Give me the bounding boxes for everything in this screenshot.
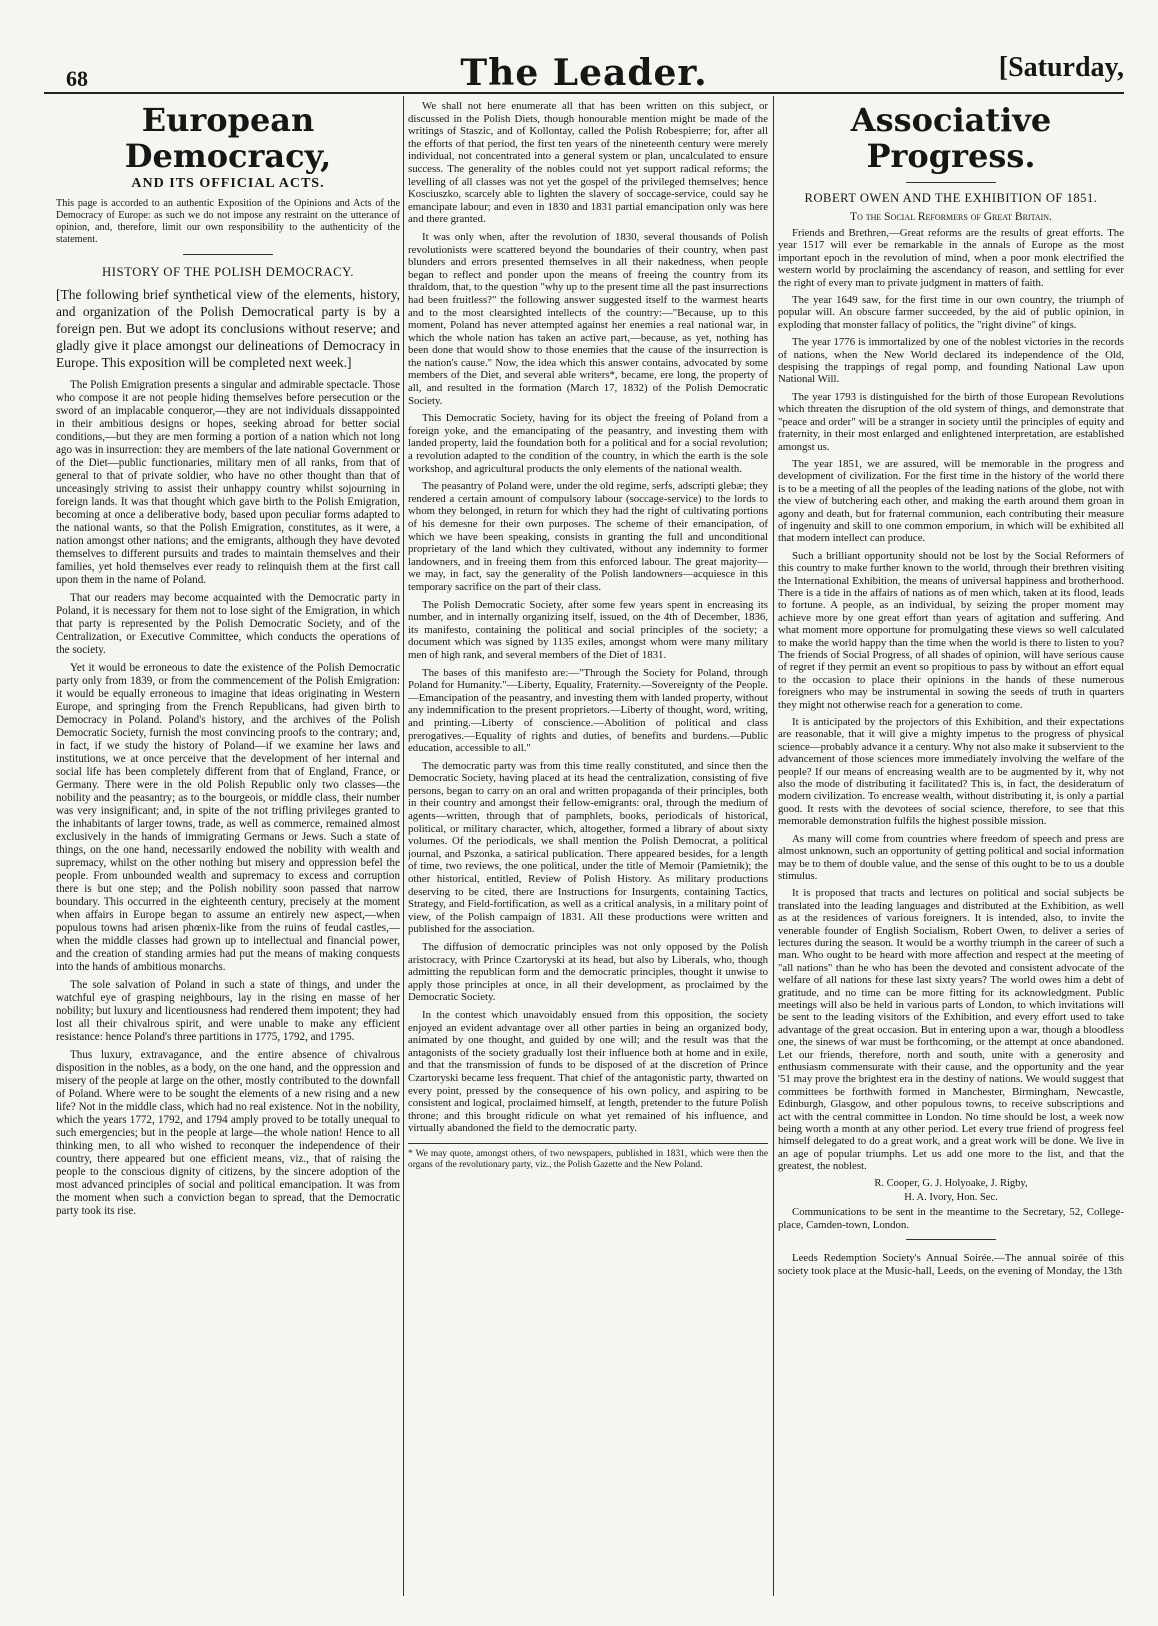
paragraph: The year 1776 is immortalized by one of the noblest victories in the records of nations, when the New World declared its independence of the Old, despising the trappings of regal pomp, and founding National Law upon National Will. bbox=[778, 336, 1124, 386]
address-line: To the Social Reformers of Great Britain. bbox=[850, 211, 1052, 223]
column-1 bbox=[56, 100, 400, 1605]
paragraph: It is proposed that tracts and lectures on political and social subjects be translated into the leading languages and distributed at the Exhibition, as well as at the residences of various foreigners. It is intended, also, to invite the venerable founder of English Socialism, Robert Owen, to deliver a series of lectures during the season. It would be a worthy triumph in the career of such a man. Who ought to be heard with more affection and respect at the meeting of "all nations" than he who has been the devoted and consistent advocate of the welfare of all nations for these last sixty years? The world owes him a debt of gratitude, and no time can be more fitting for its acknowledgment. Public meetings will also be held in various parts of London, to which invitations will be sent to the leading visitors of the Exhibition, and every effort used to take advantage of the great occasion. But in entering upon a war, though a bloodless one, the sinews of war must be forthcoming, or the attempt at once abandoned. Let our friends, therefore, north and south, unite with a generosity and enthusiasm commensurate with their cause, and the opportunity and the year '51 may prove the brightest era in the destiny of nations. We would suggest that committees be forthwith formed in Manchester, Birmingham, Newcastle, Edinburgh, Glasgow, and other populous towns, to receive subscriptions and act with the central committee in London. No time should be lost, a week now being worth a month at any other period. Let every true friend of progress feel himself delegated to do a great work, and a great work will be done. We live in an age of popular triumphs. Let us add one more to the list, and that the greatest, the noblest. bbox=[778, 887, 1124, 1173]
section-title: Associative Progress. bbox=[850, 101, 1052, 175]
signatories: R. Cooper, G. J. Holyoake, J. Rigby, bbox=[874, 1177, 1028, 1189]
paragraph: The year 1793 is distinguished for the birth of those European Revolutions which threaten the disruption of the old system of things, and demonstrate that "peace and order" will be a stranger in society until the principles of equity and fraternity, in their most enlarged and enlightened interpretation, are established amongst us. bbox=[778, 390, 1124, 453]
divider bbox=[906, 1239, 996, 1240]
paragraph: This Democratic Society, having for its object the freeing of Poland from a foreign yoke, and the emancipating of the peasantry, and investing them with landed property, laid the foundation both for a political and for a social revolution; a revolution adapted to the condition of the country, in which the earth is the sole workshop, and agricultural products the only elements of the national wealth. bbox=[408, 412, 768, 475]
column-2 bbox=[408, 100, 768, 1605]
editor-note: [The following brief synthetical view of the elements, history, and organization of the Polish Democratical party is by a foreign pen. But we adopt its conclusions without reserve; and gladly give it place amongst our delineations of Democracy in Europe. This exposition will be completed next week.] bbox=[56, 287, 400, 370]
paragraph: The democratic party was from this time really constituted, and since then the Democratic Society, having placed at its head the centralization, consisting of five persons, began to carry on an oral and written propaganda of their principles, both in their country and amongst their fellow-emigrants: oral, through the medium of agents—written, through that of pamphlets, books, periodicals of historical, political, or military character, which, altogether, formed a library of about sixty volumes. Of the periodicals, we shall mention the Polish Democrat, a political journal, and Pszonka, a satirical publication. There appeared besides, for a length of time, two reviews, the one political, under the title of Memoir (Pamietnik); the other historical, entitled, Review of Polish History. As military productions deserving to be cited, there are Instructions for Insurgents, containing Tactics, Strategy, and Field-fortification, as well as a critical analysis, in a military point of view, of the Polish campaign of 1831. All these productions were written and published for the association. bbox=[408, 759, 768, 936]
paragraph: The sole salvation of Poland in such a state of things, and under the watchful eye of grasping neighbours, lay in the rising en masse of her nobility; but luxury and licentiousness had rendered them impotent; they had lost all their chivalrous spirit, and were unable to make any efficient resistance: hence Poland's three partitions in 1775, 1792, and 1795. bbox=[56, 979, 400, 1043]
paragraph: Yet it would be erroneous to date the existence of the Polish Democratic party only from 1839, or from the commencement of the Polish Emigration: it would be equally erroneous to imagine that ideas originating in Western Europe, and springing from the French Republicans, had given birth to Democracy in Poland. Poland's history, and the archives of the Polish Democratic Society, furnish the most convincing proofs to the contrary; and, in fact, if we study the history of Poland—if we examine her laws and institutions, we at once perceive that the development of her internal and social life has been completely different from that of England, France, or Germany. There were in the old Polish Republic only two classes—the nobility and the peasantry; as to the bourgeois, or middle class, their number was very insignificant; and, in spite of the not trifling privileges granted to the inhabitants of larger towns, trade, as well as commerce, remained almost exclusively in the hands of immigrating Germans or Jews. Such a state of things, on the one hand, necessarily endowed the nobility with wealth and supremacy, whilst on the other nothing but misery and oppression befel the people. From unbounded wealth and supremacy to excess and corruption there is but one step; and the Polish nobility soon passed that narrow boundary. This occurred in the eighteenth century, precisely at the moment when affairs in Europe began to assume an entirely new aspect,—when populous towns had arisen phœnix-like from the ruins of feudal castles,—when the middle classes had grown up to intellectual and financial power, and the creation of standing armies had put the means of making conquests into the hands of ambitious monarchs. bbox=[56, 662, 400, 973]
paragraph: It is anticipated by the projectors of this Exhibition, and their expectations are reasonable, that it will give a mighty impetus to the progress of physical science—probably advance it a century. Why not also make it subservient to the advancement of those sciences more immediately involving the welfare of the people? If our means of encreasing wealth are to be augmented by it, why not also the mode of distributing it facilitated? This is, in fact, the desideratum of modern civilization. To encrease wealth, without distributing it, is only a partial good. It rests with the devotees of social science, therefore, to see that this memorable demonstration fulfils the highest possible mission. bbox=[778, 716, 1124, 828]
section-intro: This page is accorded to an authentic Exposition of the Opinions and Acts of the Democracy of Europe: as such we do not impose any restraint on the utterance of opinion, and, therefore, limit our own responsibility to the authenticity of the statement. bbox=[56, 198, 400, 245]
paragraph: The peasantry of Poland were, under the old regime, serfs, adscripti glebæ; they rendered a certain amount of compulsory labour (soccage-service) to the lords to whom they belonged, in return for which they had the right of cultivating portions of his demesne for their own purposes. The scheme of their emancipation, of which we have been speaking, consists in granting the full and unconditional proprietary of the land which they cultivated, without any indemnity to former landowners, and in freeing them from this enforced labour. The great majority—we may, in fact, say the generality of the Polish landowners—acquiesce in this temporary sacrifice on the part of their class. bbox=[408, 480, 768, 593]
dateline: [Saturday, bbox=[998, 52, 1124, 83]
section-title: European Democracy, bbox=[124, 101, 332, 175]
column-rule bbox=[403, 96, 404, 1596]
page-number: 68 bbox=[66, 66, 88, 91]
paragraph: Friends and Brethren,—Great reforms are the results of great efforts. The year 1517 will ever be remarkable in the annals of Europe as the most important epoch in the revolution of mind, when a poor monk electrified the western world by proclaiming the ascendancy of reason, and settling for ever the right of every man to private judgment in matters of faith. bbox=[778, 227, 1124, 289]
newspaper-title: The Leader. bbox=[460, 52, 708, 94]
header-rule bbox=[44, 92, 1124, 94]
secretary: H. A. Ivory, Hon. Sec. bbox=[904, 1192, 998, 1204]
notice: Leeds Redemption Society's Annual Soirée.—The annual soirée of this society took place at the Music-hall, Leeds, on the evening of Monday, the 13th bbox=[778, 1252, 1124, 1277]
paragraph: In the contest which unavoidably ensued from this opposition, the society enjoyed an evident advantage over all other parties in being an organized body, animated by one thought, and guided by one will; and the result was that the antagonists of the society gradually lost their influence both at home and in exile, and that the transmission of funds to be disposed of at the discretion of Prince Czartoryski became less frequent. That chief of the antagonistic party, thwarted on every point, pressed by the consequence of his own policy, and aspiring to be consistent and logical, proclaimed himself, at length, pretender to the future Polish throne; and this brought ridicule on what yet remained of his influence, and virtually abandoned the field to the democratic party. bbox=[408, 1008, 768, 1135]
divider bbox=[906, 182, 996, 183]
paragraph: That our readers may become acquainted with the Democratic party in Poland, it is necessary for them not to lose sight of the Emigration, in which that party is represented by the Polish Democratic Society, and of the Centralization, or Executive Committee, which conducts the operations of the society. bbox=[56, 592, 400, 656]
paragraph: It was only when, after the revolution of 1830, several thousands of Polish revolutionists were scattered beyond the boundaries of their country, when past blunders and errors presented themselves in all their nakedness, when people began to reflect and ponder upon the means of freeing the country from its thraldom, that, to the question "why up to the present time all the past insurrections had been fruitless?" the following answer suggested itself to the warmest hearts and to the most clearsighted intellects of the country:—"Because, up to this moment, Poland has never attempted against her enemies a real national war, in which the whole nation has taken an active part,—because, as yet, nothing has been done that would show to those enemies that the cause of the insurrection is the nation's cause." Now, the idea which this answer contains, advocated by some members of the Diet, and several able writers*, became, ere long, the property of all, and resulted in the formation (March 17, 1832) of the Polish Democratic Society. bbox=[408, 230, 768, 407]
paragraph: The year 1851, we are assured, will be memorable in the progress and development of civilization. For the first time in the history of the world there is to be a meeting of all the peoples of the leading nations of the globe, not with the view of butchering each other, and making the earth around them groan in agony and death, but for fraternal communion, each contributing their measure of ingenuity and skill to one common emporium, in which will be exhibited all that modern intellect can produce. bbox=[778, 457, 1124, 545]
divider bbox=[183, 254, 273, 255]
paragraph: The Polish Emigration presents a singular and admirable spectacle. Those who compose it are not people hiding themselves before persecution or the sword of an implacable conqueror,—they are not individuals dissappointed in their ambitious designs or hopes, seeking abroad for better social conditions,—but they are men forming a portion of a nation which not long ago was in insurrection: they are members of the late national Government or of the Diet—public functionaries, military men of all ranks, from that of general to that of private soldier, who have no other thought than that of unceasingly striving to assist their unhappy country whilst sojourning in foreign lands. It was that thought which gave birth to the Polish Emigration, becoming at once a deliberative body, based upon peculiar forms adapted to the national wants, so that the Polish Emigration, constitutes, as it were, a nation amongst other nations; and the emigrants, although they have devoted themselves to different pursuits and trades to maintain themselves and their families, yet hold themselves ever ready to relinquish them at the first call upon them in the name of Poland. bbox=[56, 379, 400, 586]
column-rule bbox=[773, 96, 774, 1596]
paragraph: The year 1649 saw, for the first time in our own country, the triumph of popular will. An obscure farmer succeeded, by the aid of public opinion, in exploding that monster fallacy of politics, the "right divine" of kings. bbox=[778, 294, 1124, 331]
communications-note: Communications to be sent in the meantime to the Secretary, 52, College-place, Camden-town, London. bbox=[778, 1206, 1124, 1231]
column-3 bbox=[778, 100, 1124, 1605]
paragraph: We shall not here enumerate all that has been written on this subject, or discussed in the Polish Diets, though honourable mention might be made of the writings of Staszic, and of Kollontay, called the Polish Robespierre; for, after all the efforts of that period, the first ten years of the nineteenth century were merely individual, not concentrated into a general system or plan, uncalculated to ensure success. The generality of the nobles could not yet support radical reforms; the levelling of all classes was not yet the gospel of the privileged themselves; hence Kosciuszko, scarcely able to lighten the slavery of soccage-service, could say he emancipate labour; and even in 1830 and 1831 partial emancipation only was here and there granted. bbox=[408, 100, 768, 226]
article-title: ROBERT OWEN AND THE EXHIBITION OF 1851. bbox=[804, 191, 1098, 205]
footnote: * We may quote, amongst others, of two newspapers, published in 1831, which were then the organs of the revolutionary party, viz., the Polish Gazette and the New Poland. bbox=[408, 1143, 768, 1171]
masthead bbox=[44, 38, 1124, 94]
article-title: HISTORY OF THE POLISH DEMOCRACY. bbox=[102, 265, 354, 279]
paragraph: Thus luxury, extravagance, and the entire absence of chivalrous disposition in the nobles, as a body, on the one hand, and the oppression and misery of the people at large on the other, mostly contributed to the downfall of Poland. Where were to be sought the elements of a new rising and a new life? Not in the middle class, which had no real existence. Not in the nobility, which the years 1772, 1792, and 1794 amply proved to be totally unequal to such emergencies; but in the people at large—the whole nation! Hence to all thinking men, to all who wished to reconquer the independence of their country, there appeared but one efficient means, viz., that of raising the people to the conscious dignity of citizens, by the sincere adoption of the most advanced principles of social and political emancipation. It was from the moment when such a conviction began to spread, that the Democratic party took its rise. bbox=[56, 1049, 400, 1217]
paragraph: Such a brilliant opportunity should not be lost by the Social Reformers of this country to make further known to the world, through their brethren visiting the International Exhibition, the means of universal happiness and brotherhood. There is a tide in the affairs of nations as of men which, taken at its flood, leads to fortune. A people, as an individual, by seizing the proper moment may achieve more by one great effort than years of agitation and suffering. And what moment more opportune for promulgating these views so well calculated to make the world happy than the time when the world is there to listen to you? The friends of Social Progress, of all shades of opinion, will have serious cause of regret if they permit an event so propitious to pass by without an effort equal to the occasion to place their opinions in the hands of these numerous foreigners who may be instrumental in sowing the seeds of truth in quarters they might not otherwise reach for a generation to come. bbox=[778, 549, 1124, 711]
paragraph: As many will come from countries where freedom of speech and press are almost unknown, such an opportunity of getting political and social information may be to them of double value, and the sense of this ought to be to us a double stimulus. bbox=[778, 832, 1124, 882]
paragraph: The bases of this manifesto are:—"Through the Society for Poland, through Poland for Humanity."—Liberty, Equality, Fraternity.—Sovereignty of the People.—Emancipation of the peasantry, and investing them with landed property, without any indemnification to the present proprietors.—Liberty of thought, word, writing, and printing.—Liberty of conscience.—Abolition of political and class prerogatives.—Equality of rights and duties, of benefits and burdens.—Public education, accessible to all." bbox=[408, 666, 768, 755]
section-subtitle: AND ITS OFFICIAL ACTS. bbox=[131, 176, 325, 191]
paragraph: The diffusion of democratic principles was not only opposed by the Polish aristocracy, with Prince Czartoryski at its head, but also by Liberals, who, though admitting the republican form and the democratic principles, thought it unwise to apply those principles at once, in all their development, as proclaimed by the Democratic Society. bbox=[408, 941, 768, 1004]
paragraph: The Polish Democratic Society, after some few years spent in encreasing its number, and in internally organizing itself, issued, on the 4th of December, 1836, its manifesto, containing the political and social principles of the society; a document which was signed by 1135 exiles, amongst whom were many military men of high rank, and several members of the Diet of 1831. bbox=[408, 598, 768, 661]
